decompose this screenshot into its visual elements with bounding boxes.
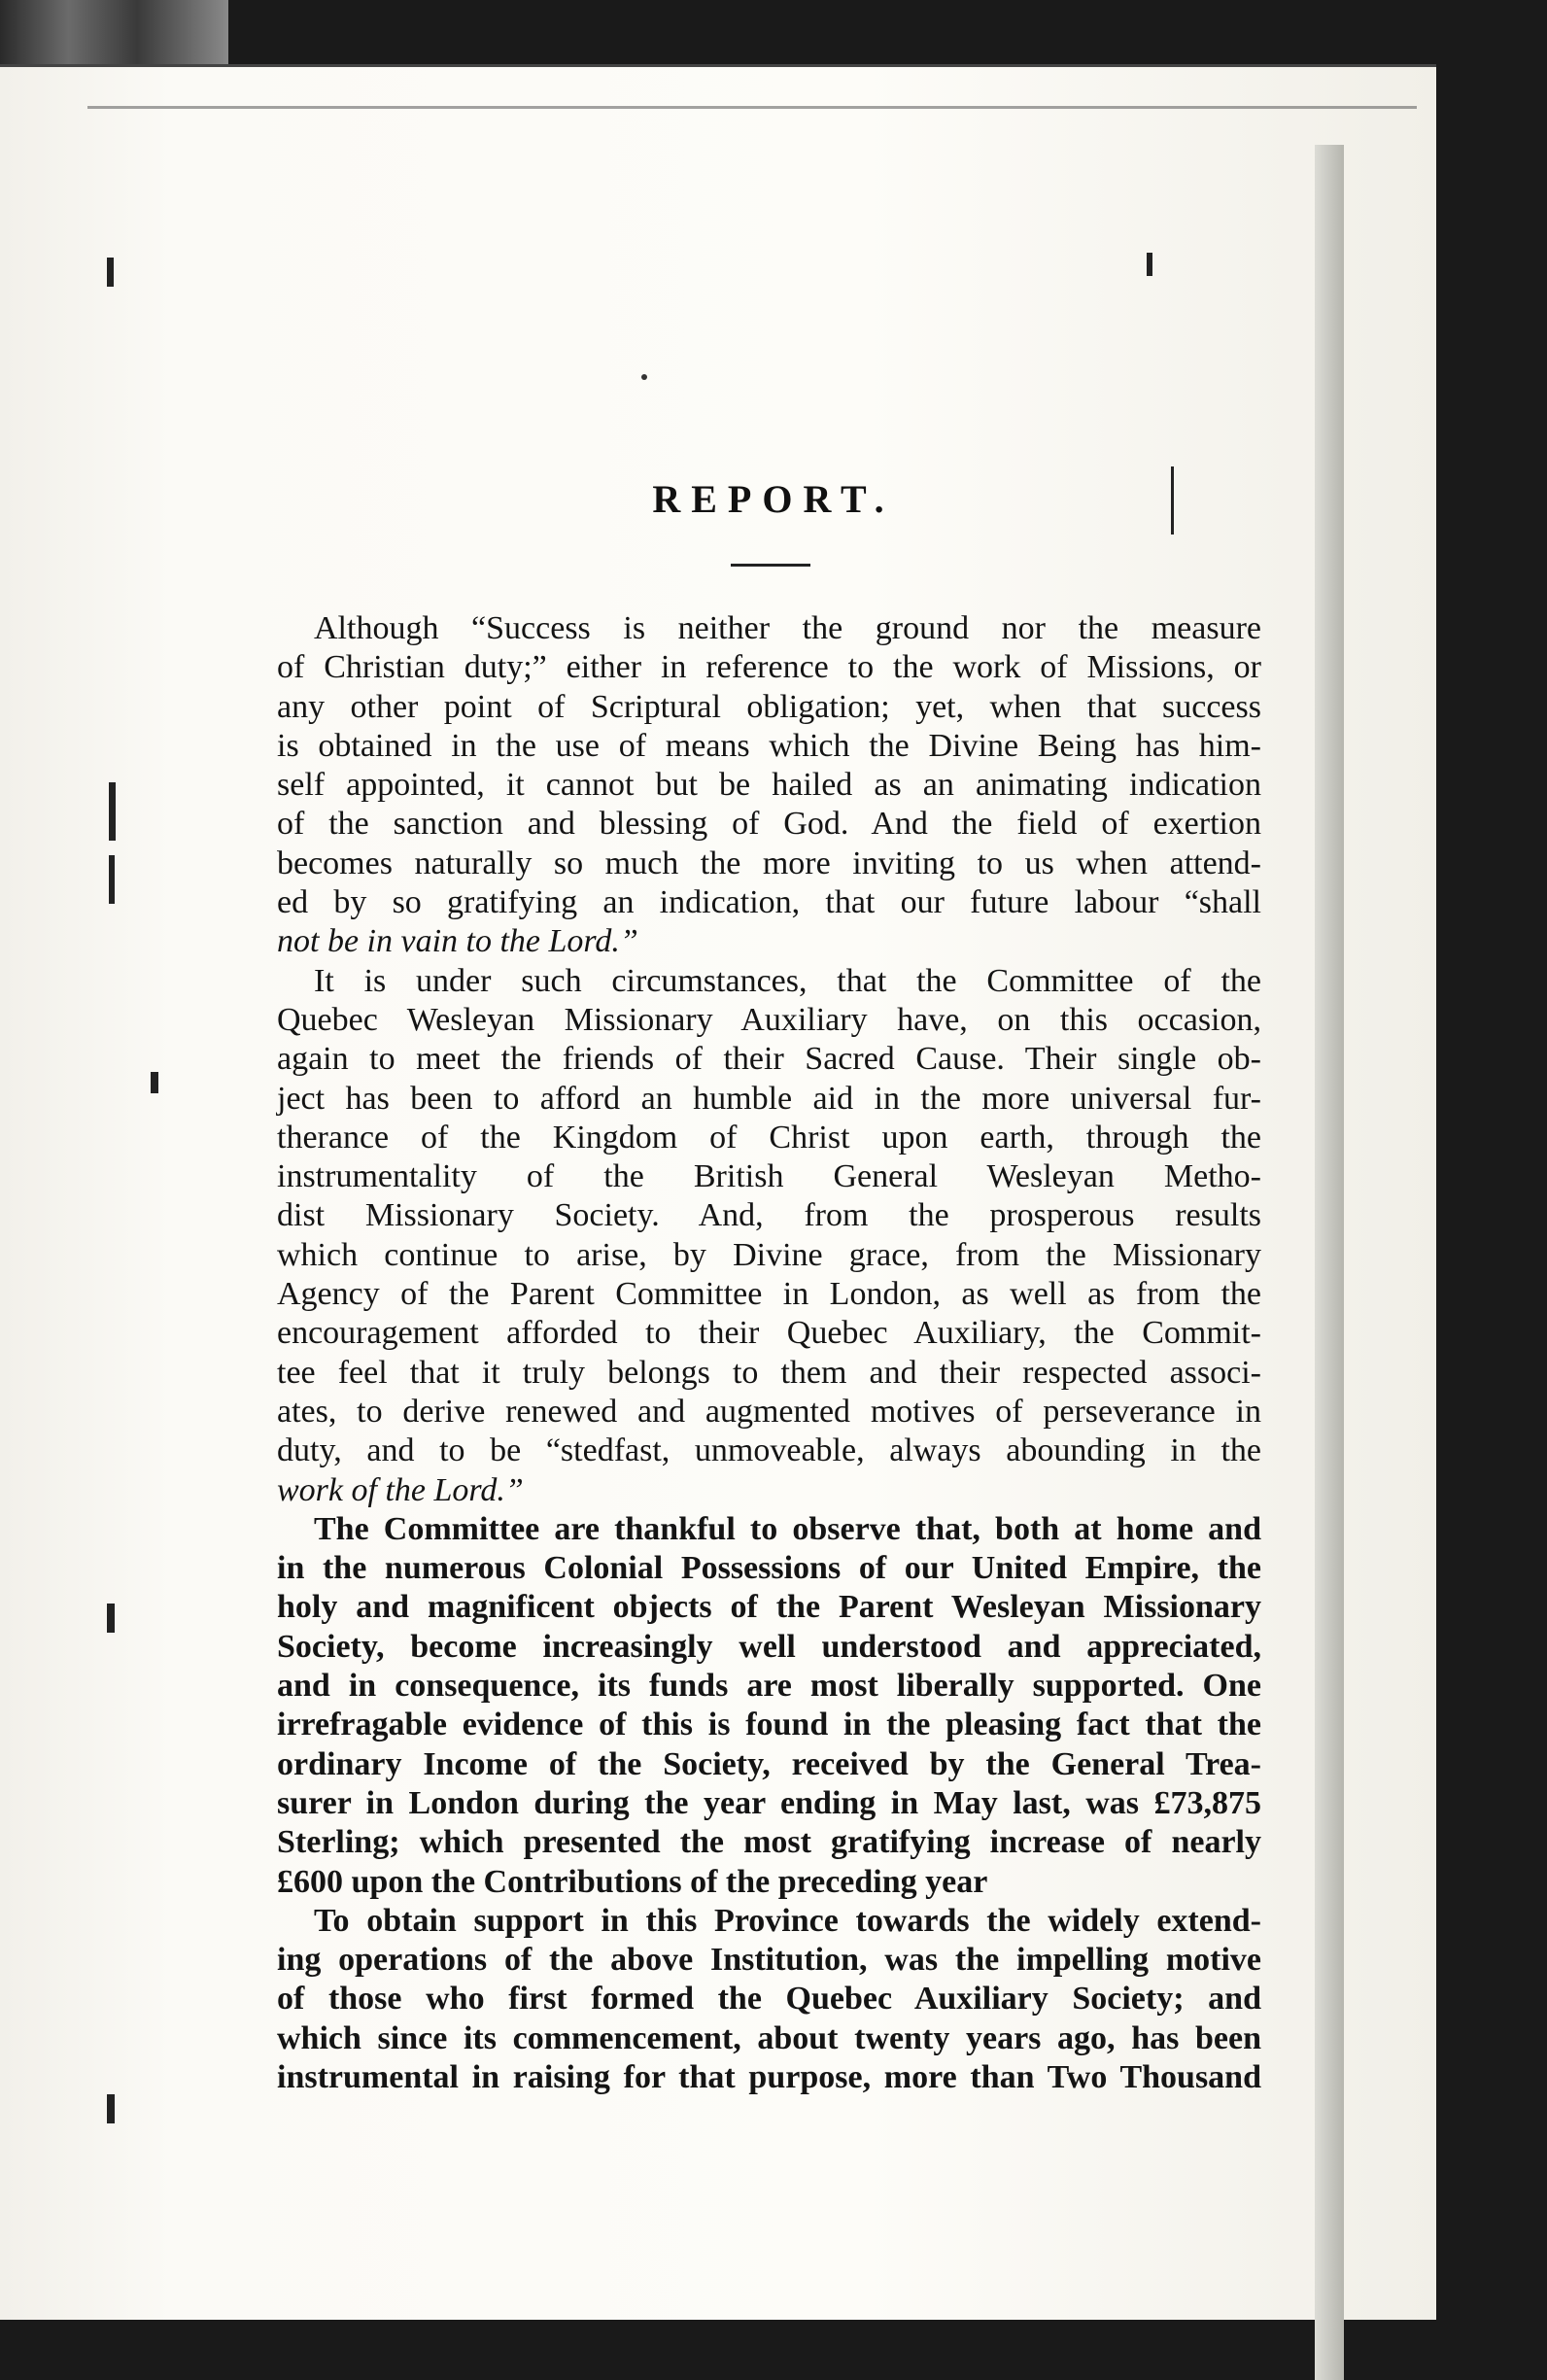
text-line: tee feel that it truly belongs to them and their respected associ- (277, 1354, 1261, 1391)
text-line: surer in London during the year ending in May last, was £73,875 (277, 1784, 1261, 1821)
text-line: holy and magnificent objects of the Parent Wesleyan Missionary (277, 1589, 1261, 1626)
text-line: encouragement afforded to their Quebec Auxiliary, the Commit- (277, 1315, 1261, 1352)
text-line: Sterling; which presented the most gratifying increase of nearly (277, 1824, 1261, 1861)
text-line: instrumentality of the British General Wesleyan Metho- (277, 1158, 1261, 1195)
text-line: work of the Lord.” (277, 1471, 524, 1508)
title-rule (731, 564, 810, 567)
text-line: ordinary Income of the Society, received by the General Trea- (277, 1745, 1261, 1782)
text-line: self appointed, it cannot but be hailed as an animating indication (277, 767, 1261, 804)
paragraph-4 (277, 1902, 1261, 2097)
scan-speck (641, 374, 647, 380)
text-line: ing operations of the above Institution, was the impelling motive (277, 1942, 1261, 1979)
text-line: ates, to derive renewed and augmented motives of perseverance in (277, 1393, 1261, 1430)
text-line: of the sanction and blessing of God. And the field of exertion (277, 806, 1261, 843)
text-line: of Christian duty;” either in reference to the work of Missions, or (277, 649, 1261, 686)
text-line: irrefragable evidence of this is found in the pleasing fact that the (277, 1707, 1261, 1743)
text-line: Agency of the Parent Committee in London, as well as from the (277, 1276, 1261, 1313)
paragraph-2 (277, 962, 1261, 1510)
scan-mark (1147, 253, 1152, 276)
scan-mark (109, 855, 115, 904)
text-line: dist Missionary Society. And, from the prosperous results (277, 1197, 1261, 1234)
text-line: The Committee are thankful to observe that, both at home and (314, 1510, 1261, 1547)
text-line: which since its commencement, about twenty years ago, has been (277, 2019, 1261, 2056)
text-line: £600 upon the Contributions of the preceding year (277, 1863, 988, 1900)
scan-mark (109, 782, 116, 841)
scan-mark (107, 258, 114, 287)
text-line: not be in vain to the Lord.” (277, 923, 638, 960)
page-title: REPORT. (652, 477, 895, 521)
report-body (277, 609, 1261, 2097)
text-line: ject has been to afford an humble aid in the more universal fur- (277, 1080, 1261, 1117)
text-line: and in consequence, its funds are most liberally supported. One (277, 1668, 1261, 1705)
paragraph-3 (277, 1510, 1261, 1902)
text-line: any other point of Scriptural obligation; yet, when that success (277, 688, 1261, 725)
binding-strip (0, 0, 228, 68)
scan-mark (107, 1604, 115, 1633)
text-line: becomes naturally so much the more inviting to us when attend- (277, 845, 1261, 881)
text-line: instrumental in raising for that purpose, more than Two Thousand (277, 2058, 1261, 2095)
scan-mark (107, 2094, 115, 2123)
text-line: Quebec Wesleyan Missionary Auxiliary have, on this occasion, (277, 1001, 1261, 1038)
text-line: Society, become increasingly well understood and appreciated, (277, 1628, 1261, 1665)
text-line: Although “Success is neither the ground nor the measure (314, 610, 1261, 646)
scan-mark (151, 1072, 158, 1093)
text-line: ed by so gratifying an indication, that our future labour “shall (277, 884, 1261, 921)
text-line: To obtain support in this Province towards the widely extend- (314, 1902, 1261, 1939)
paragraph-1 (277, 609, 1261, 962)
text-line: in the numerous Colonial Possessions of our United Empire, the (277, 1550, 1261, 1587)
text-line: again to meet the friends of their Sacred Cause. Their single ob- (277, 1041, 1261, 1078)
text-line: It is under such circumstances, that the Committee of the (314, 962, 1261, 999)
text-line: which continue to arise, by Divine grace, from the Missionary (277, 1236, 1261, 1273)
text-line: of those who first formed the Quebec Auxiliary Society; and (277, 1981, 1261, 2018)
text-line: therance of the Kingdom of Christ upon earth, through the (277, 1119, 1261, 1156)
text-line: is obtained in the use of means which the Divine Being has him- (277, 727, 1261, 764)
text-line: duty, and to be “stedfast, unmoveable, always abounding in the (277, 1432, 1261, 1469)
